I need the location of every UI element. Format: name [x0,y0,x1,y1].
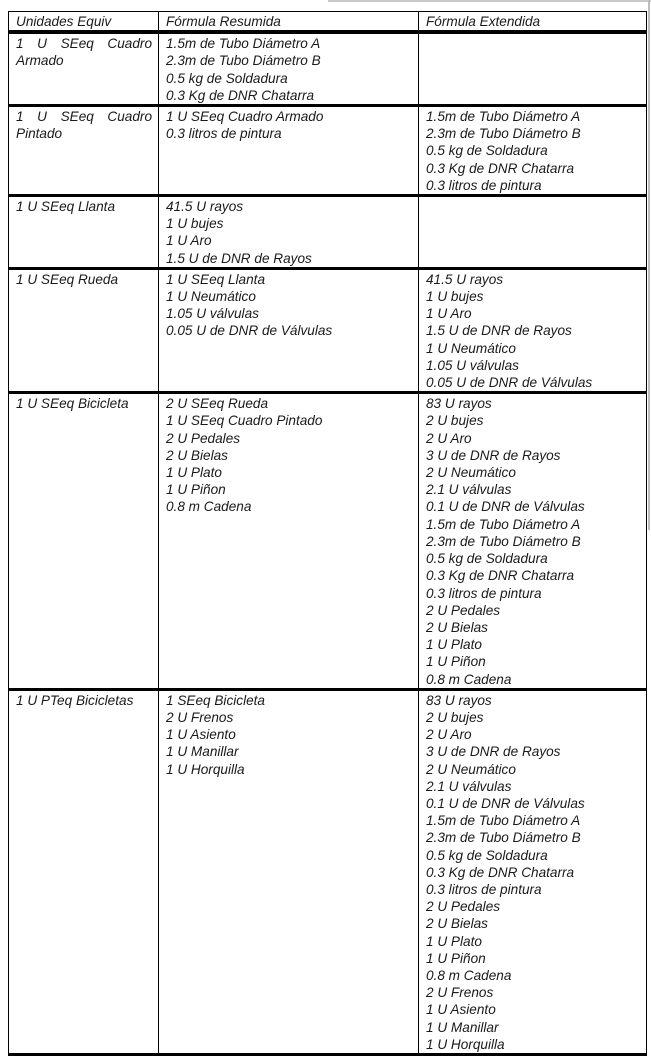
component-line: 1 U Plato [166,465,222,481]
formula-extendida-cell [419,32,647,105]
header-unidades-equiv: Unidades Equiv [9,12,159,33]
equivalent-units-table [8,11,647,1056]
component-line: 1 U Asiento [426,1002,496,1018]
component-line: 2 U bujes [426,413,484,429]
component-line: 0.8 m Cadena [426,967,512,983]
table-row [9,32,647,105]
component-line: 2 U Neumático [426,465,516,481]
header-row [9,12,647,33]
unit-label-line: Pintado [16,126,63,142]
component-line: 1 U Neumático [166,289,256,305]
component-line: 1 U Plato [426,637,482,653]
component-line: 1.5m de Tubo Diámetro A [426,516,581,532]
component-line: 2 U SEeq Rueda [166,396,269,412]
formula-extendida-cell [419,268,647,392]
formula-resumida-cell [159,106,419,196]
formula-resumida-cell [159,196,419,269]
component-line: 1.5m de Tubo Diámetro A [426,813,581,829]
component-line: 2 U Frenos [426,985,494,1001]
component-line: 1 U SEeq Cuadro Pintado [166,413,323,429]
unit-cell [9,268,159,392]
component-line: 1 U bujes [426,289,484,305]
component-line: 83 U rayos [426,396,492,412]
component-line: 2 U Pedales [426,602,501,618]
component-line: 2 U Aro [426,430,472,446]
component-line: 2 U Pedales [426,899,501,915]
component-line: 1 U Piñon [166,482,226,498]
component-line: 2 U Neumático [426,761,516,777]
component-line: 2 U bujes [426,709,484,725]
component-line: 0.5 kg de Soldadura [426,551,548,567]
component-line: 1 SEeq Bicicleta [166,692,265,708]
component-line: 1 U SEeq Llanta [166,271,265,287]
unit-cell [9,689,159,1054]
component-line: 1 U Piñon [426,654,486,670]
unit-label-line: 1 U SEeq Rueda [16,271,119,287]
formula-resumida-cell [159,393,419,689]
component-line: 0.3 Kg de DNR Chatarra [426,160,575,176]
component-line: 2.3m de Tubo Diámetro B [426,533,581,549]
component-line: 2.3m de Tubo Diámetro B [426,830,581,846]
component-line: 0.3 Kg de DNR Chatarra [426,864,575,880]
table-row [9,689,647,1054]
component-line: 0.05 U de DNR de Válvulas [166,323,333,339]
component-line: 2 U Bielas [426,916,488,932]
top-edge-line [328,0,651,2]
component-line: 1 U Horquilla [426,1036,505,1052]
component-line: 0.8 m Cadena [166,499,252,515]
component-line: 1 U Asiento [166,727,236,743]
component-line: 2.1 U válvulas [426,482,512,498]
component-line: 2.3m de Tubo Diámetro B [426,126,581,142]
component-line: 0.8 m Cadena [426,671,512,687]
unit-cell [9,196,159,269]
component-line: 1.5 U de DNR de Rayos [166,250,312,266]
component-line: 1 U SEeq Cuadro Armado [166,109,324,125]
unit-cell [9,393,159,689]
component-line: 1.05 U válvulas [426,357,519,373]
component-line: 1 U Aro [426,306,472,322]
component-line: 3 U de DNR de Rayos [426,744,561,760]
formula-extendida-cell [419,106,647,196]
unit-label-line: Armado [16,53,64,69]
component-line: 3 U de DNR de Rayos [426,447,561,463]
component-line: 0.3 litros de pintura [166,126,282,142]
table-row [9,196,647,269]
component-line: 41.5 U rayos [426,271,504,287]
formula-resumida-cell [159,32,419,105]
component-line: 1 U Manillar [426,1019,499,1035]
unit-cell [9,106,159,196]
component-line: 1.5m de Tubo Diámetro A [166,36,321,52]
component-line: 2 U Bielas [166,447,228,463]
unit-label-line: 1 U SEeq Cuadro [16,109,152,125]
formula-extendida-cell [419,689,647,1054]
component-line: 0.5 kg de Soldadura [426,847,548,863]
component-line: 2.3m de Tubo Diámetro B [166,53,321,69]
component-line: 0.3 litros de pintura [426,881,542,897]
formula-extendida-cell [419,196,647,269]
component-line: 0.3 litros de pintura [426,585,542,601]
table-row [9,393,647,689]
unit-label-line: 1 U PTeq Bicicletas [16,692,134,708]
component-line: 0.5 kg de Soldadura [166,70,288,86]
component-line: 1 U Plato [426,933,482,949]
component-line: 0.3 Kg de DNR Chatarra [426,568,575,584]
component-line: 0.3 litros de pintura [426,177,542,193]
component-line: 0.1 U de DNR de Válvulas [426,795,585,811]
component-line: 2 U Pedales [166,430,241,446]
component-line: 1 U bujes [166,216,224,232]
component-line: 1.05 U válvulas [166,306,259,322]
header-formula-extendida: Fórmula Extendida [419,12,647,33]
header-formula-resumida: Fórmula Resumida [159,12,419,33]
component-line: 1 U Horquilla [166,761,245,777]
component-line: 1 U Piñon [426,950,486,966]
component-line: 2 U Bielas [426,619,488,635]
component-line: 0.5 kg de Soldadura [426,143,548,159]
component-line: 41.5 U rayos [166,199,244,215]
unit-label-line: 1 U SEeq Cuadro [16,36,152,52]
unit-label-line: 1 U SEeq Bicicleta [16,396,129,412]
component-line: 0.1 U de DNR de Válvulas [426,499,585,515]
formula-resumida-cell [159,268,419,392]
component-line: 0.3 Kg de DNR Chatarra [166,87,315,103]
component-line: 0.05 U de DNR de Válvulas [426,375,593,391]
component-line: 2.1 U válvulas [426,778,512,794]
table-row [9,106,647,196]
unit-cell [9,32,159,105]
component-line: 2 U Aro [426,727,472,743]
component-line: 1.5 U de DNR de Rayos [426,323,572,339]
right-edge-line [648,0,650,530]
component-line: 83 U rayos [426,692,492,708]
table-row [9,268,647,392]
component-line: 2 U Frenos [166,709,234,725]
component-line: 1.5m de Tubo Diámetro A [426,109,581,125]
component-line: 1 U Manillar [166,744,239,760]
component-line: 1 U Neumático [426,340,516,356]
formula-extendida-cell [419,393,647,689]
component-line: 1 U Aro [166,233,212,249]
unit-label-line: 1 U SEeq Llanta [16,199,115,215]
formula-resumida-cell [159,689,419,1054]
table-body [9,32,647,1054]
